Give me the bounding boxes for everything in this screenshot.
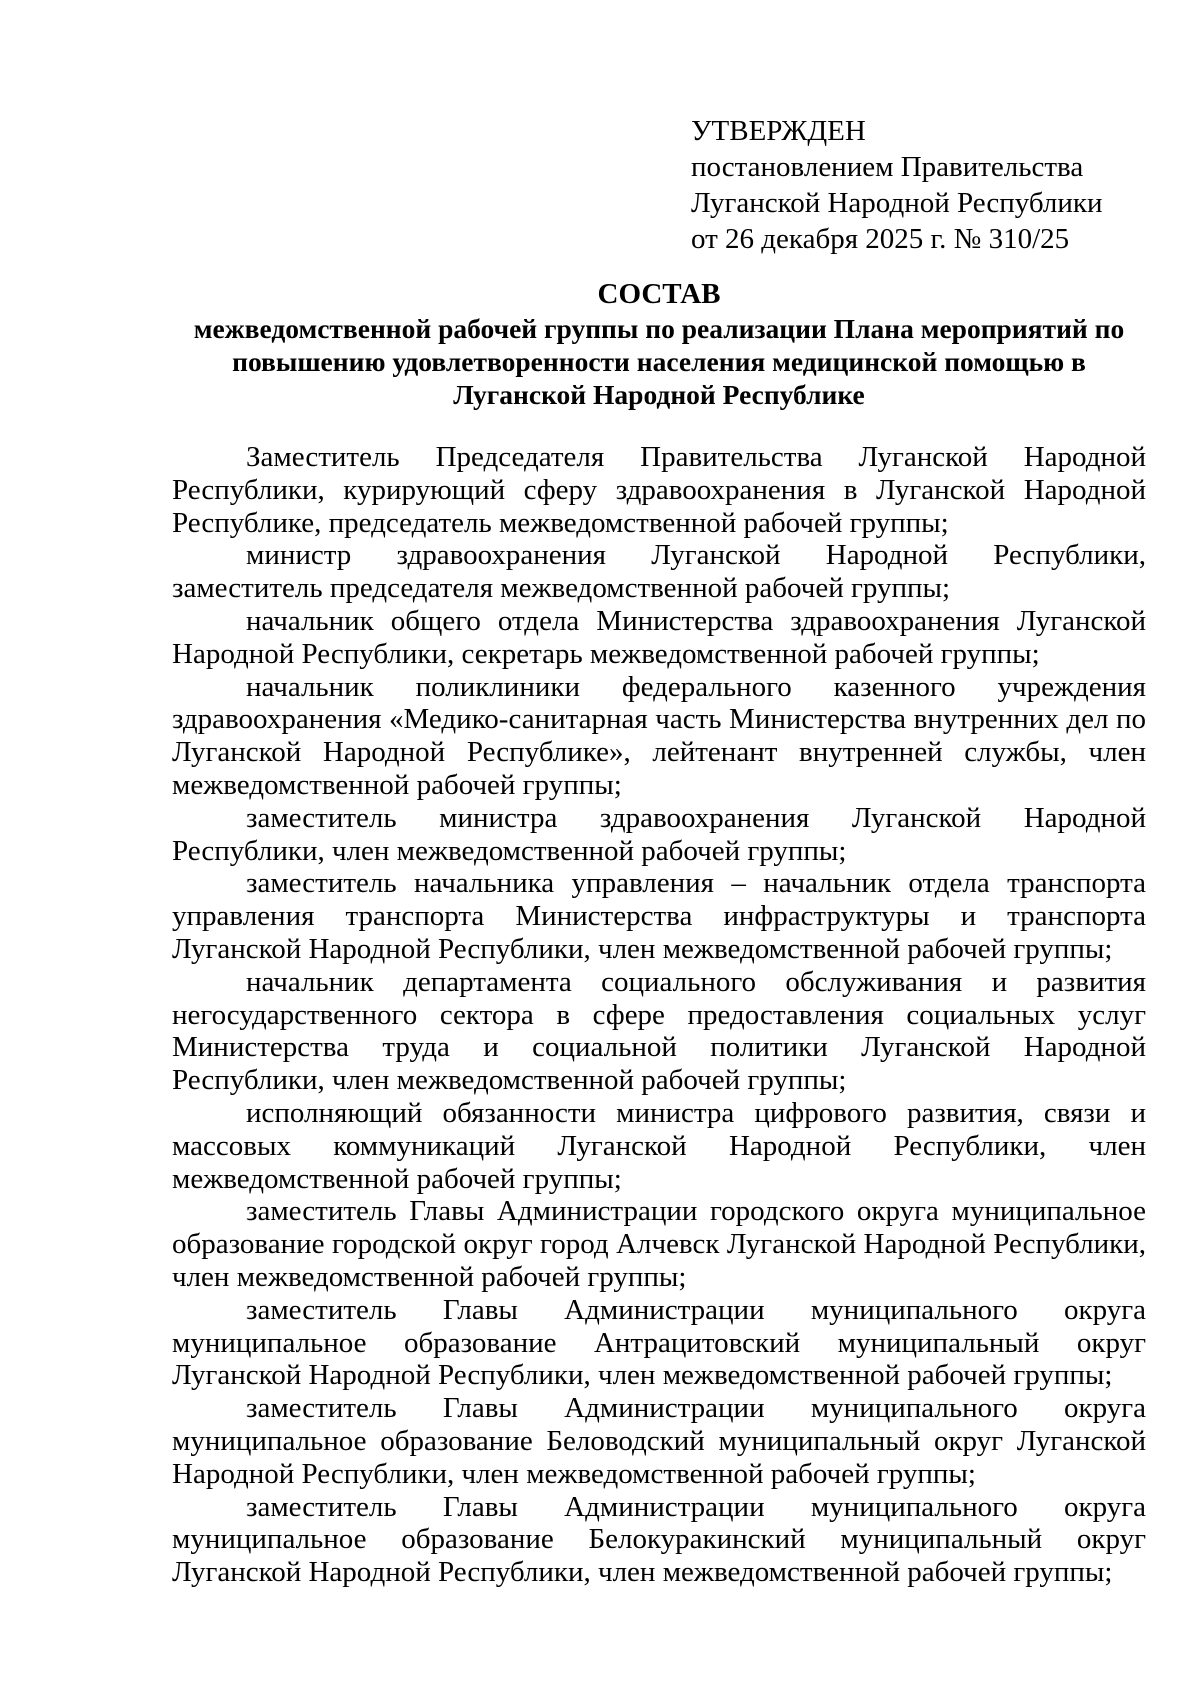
- approval-line-date-number: от 26 декабря 2025 г. № 310/25: [691, 223, 1070, 255]
- member-item: Заместитель Председателя Правительства Луганской Народной Республики, курирующий сферу здравоохранения в Луганской Народной Республике, председатель межведомственной рабочей группы;: [172, 441, 1146, 539]
- member-item: заместитель Главы Администрации муниципального округа муниципальное образование Белокуракинский муниципальный округ Луганской Народной Республики, член межведомственной рабочей группы;: [172, 1490, 1146, 1589]
- members-list: [172, 441, 1146, 1589]
- member-item: заместитель Главы Администрации городского округа муниципальное образование городской округ город Алчевск Луганской Народной Республики, член межведомственной рабочей группы;: [172, 1195, 1146, 1293]
- approval-stamp: [691, 113, 1161, 257]
- document-title: СОСТАВ: [597, 278, 721, 310]
- approval-line-resolution: постановлением Правительства: [691, 151, 1084, 183]
- member-item: министр здравоохранения Луганской Народной Республики, заместитель председателя межведомственной рабочей группы;: [172, 539, 1146, 605]
- approval-line-republic: Луганской Народной Республики: [691, 187, 1103, 219]
- member-item: заместитель Главы Администрации муниципального округа муниципальное образование Антрацитовский муниципальный округ Луганской Народной Республики, член межведомственной рабочей группы;: [172, 1293, 1146, 1392]
- approval-line-approved: УТВЕРЖДЕН: [691, 115, 866, 147]
- member-item: начальник департамента социального обслуживания и развития негосударственного сектора в сфере предоставления социальных услуг Министерства труда и социальной политики Луганской Народной Республики, член межведомственной рабочей группы;: [172, 965, 1146, 1097]
- member-item: заместитель Главы Администрации муниципального округа муниципальное образование Беловодский муниципальный округ Луганской Народной Республики, член межведомственной рабочей группы;: [172, 1392, 1146, 1490]
- document-heading: [172, 276, 1146, 411]
- member-item: исполняющий обязанности министра цифрового развития, связи и массовых коммуникаций Луганской Народной Республики, член межведомственной рабочей группы;: [172, 1096, 1146, 1195]
- member-item: начальник поликлиники федерального казенного учреждения здравоохранения «Медико-санитарная часть Министерства внутренних дел по Луганской Народной Республике», лейтенант внутренней службы, член межведомственной рабочей группы;: [172, 670, 1146, 801]
- member-item: заместитель министра здравоохранения Луганской Народной Республики, член межведомственной рабочей группы;: [172, 801, 1146, 867]
- document-subtitle: межведомственной рабочей группы по реализации Плана мероприятий по повышению удовлетворенности населения медицинской помощью в Луганской Народной Республике: [193, 313, 1125, 410]
- member-item: начальник общего отдела Министерства здравоохранения Луганской Народной Республики, секретарь межведомственной рабочей группы;: [172, 604, 1146, 670]
- member-item: заместитель начальника управления – начальник отдела транспорта управления транспорта Министерства инфраструктуры и транспорта Луганской Народной Республики, член межведомственной рабочей группы;: [172, 867, 1146, 965]
